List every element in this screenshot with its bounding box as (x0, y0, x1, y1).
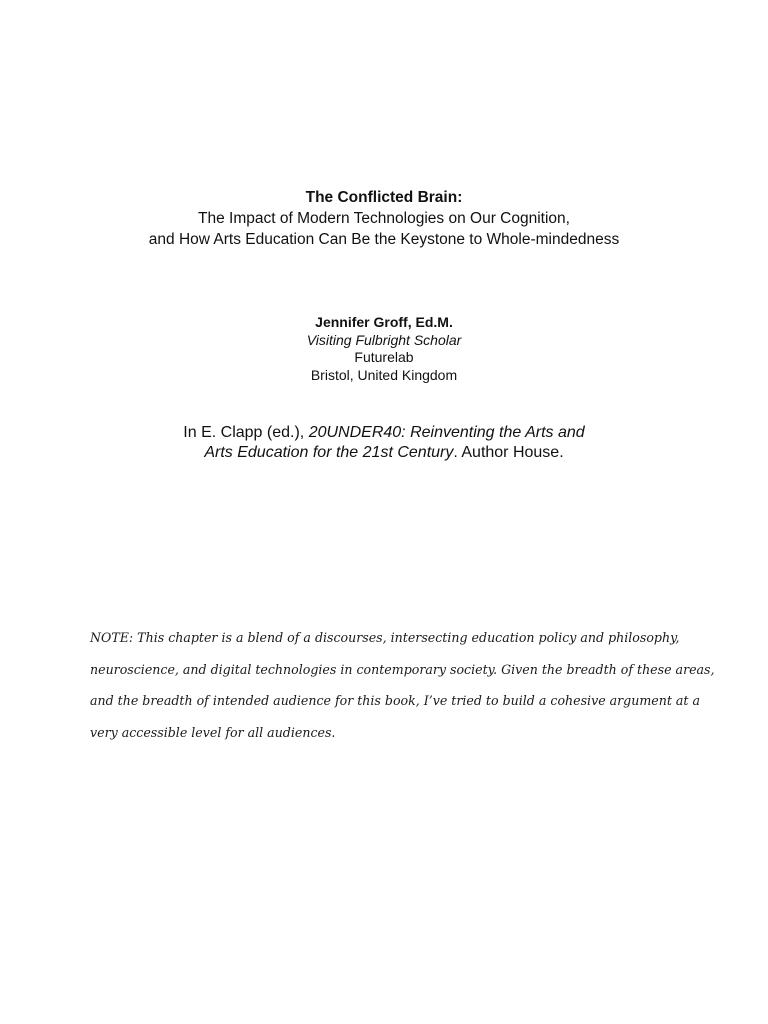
note-line: NOTE: This chapter is a blend of a discourses, intersecting education policy and philosophy, (90, 630, 680, 645)
author-name: Jennifer Groff, Ed.M. (315, 314, 453, 330)
note-line: and the breadth of intended audience for this book, I’ve tried to build a cohesive argument at a (90, 693, 700, 708)
note-line: neuroscience, and digital technologies in contemporary society. Given the breadth of these areas, (90, 661, 715, 677)
author-role: Visiting Fulbright Scholar (306, 331, 462, 348)
citation-line-2 (0, 443, 768, 463)
citation-block (0, 423, 768, 463)
document-title: The Conflicted Brain: (305, 189, 463, 206)
citation-prefix: In E. Clapp (ed.), (183, 424, 309, 441)
author-location: Bristol, United Kingdom (310, 366, 458, 383)
citation-line-1 (0, 423, 768, 443)
title-block (0, 187, 768, 250)
note-paragraph (90, 622, 715, 748)
citation-suffix: . Author House. (453, 444, 564, 461)
author-organization: Futurelab (354, 349, 414, 365)
document-subtitle-line-2: and How Arts Education Can Be the Keystone to Whole-mindedness (148, 231, 620, 248)
author-block (0, 314, 768, 384)
citation-book-title-part-2: Arts Education for the 21st Century (204, 444, 454, 461)
citation-book-title-part-1: 20UNDER40: Reinventing the Arts and (308, 424, 585, 441)
document-subtitle-line-1: The Impact of Modern Technologies on Our Cognition, (198, 210, 570, 227)
note-line: very accessible level for all audiences. (90, 724, 336, 740)
